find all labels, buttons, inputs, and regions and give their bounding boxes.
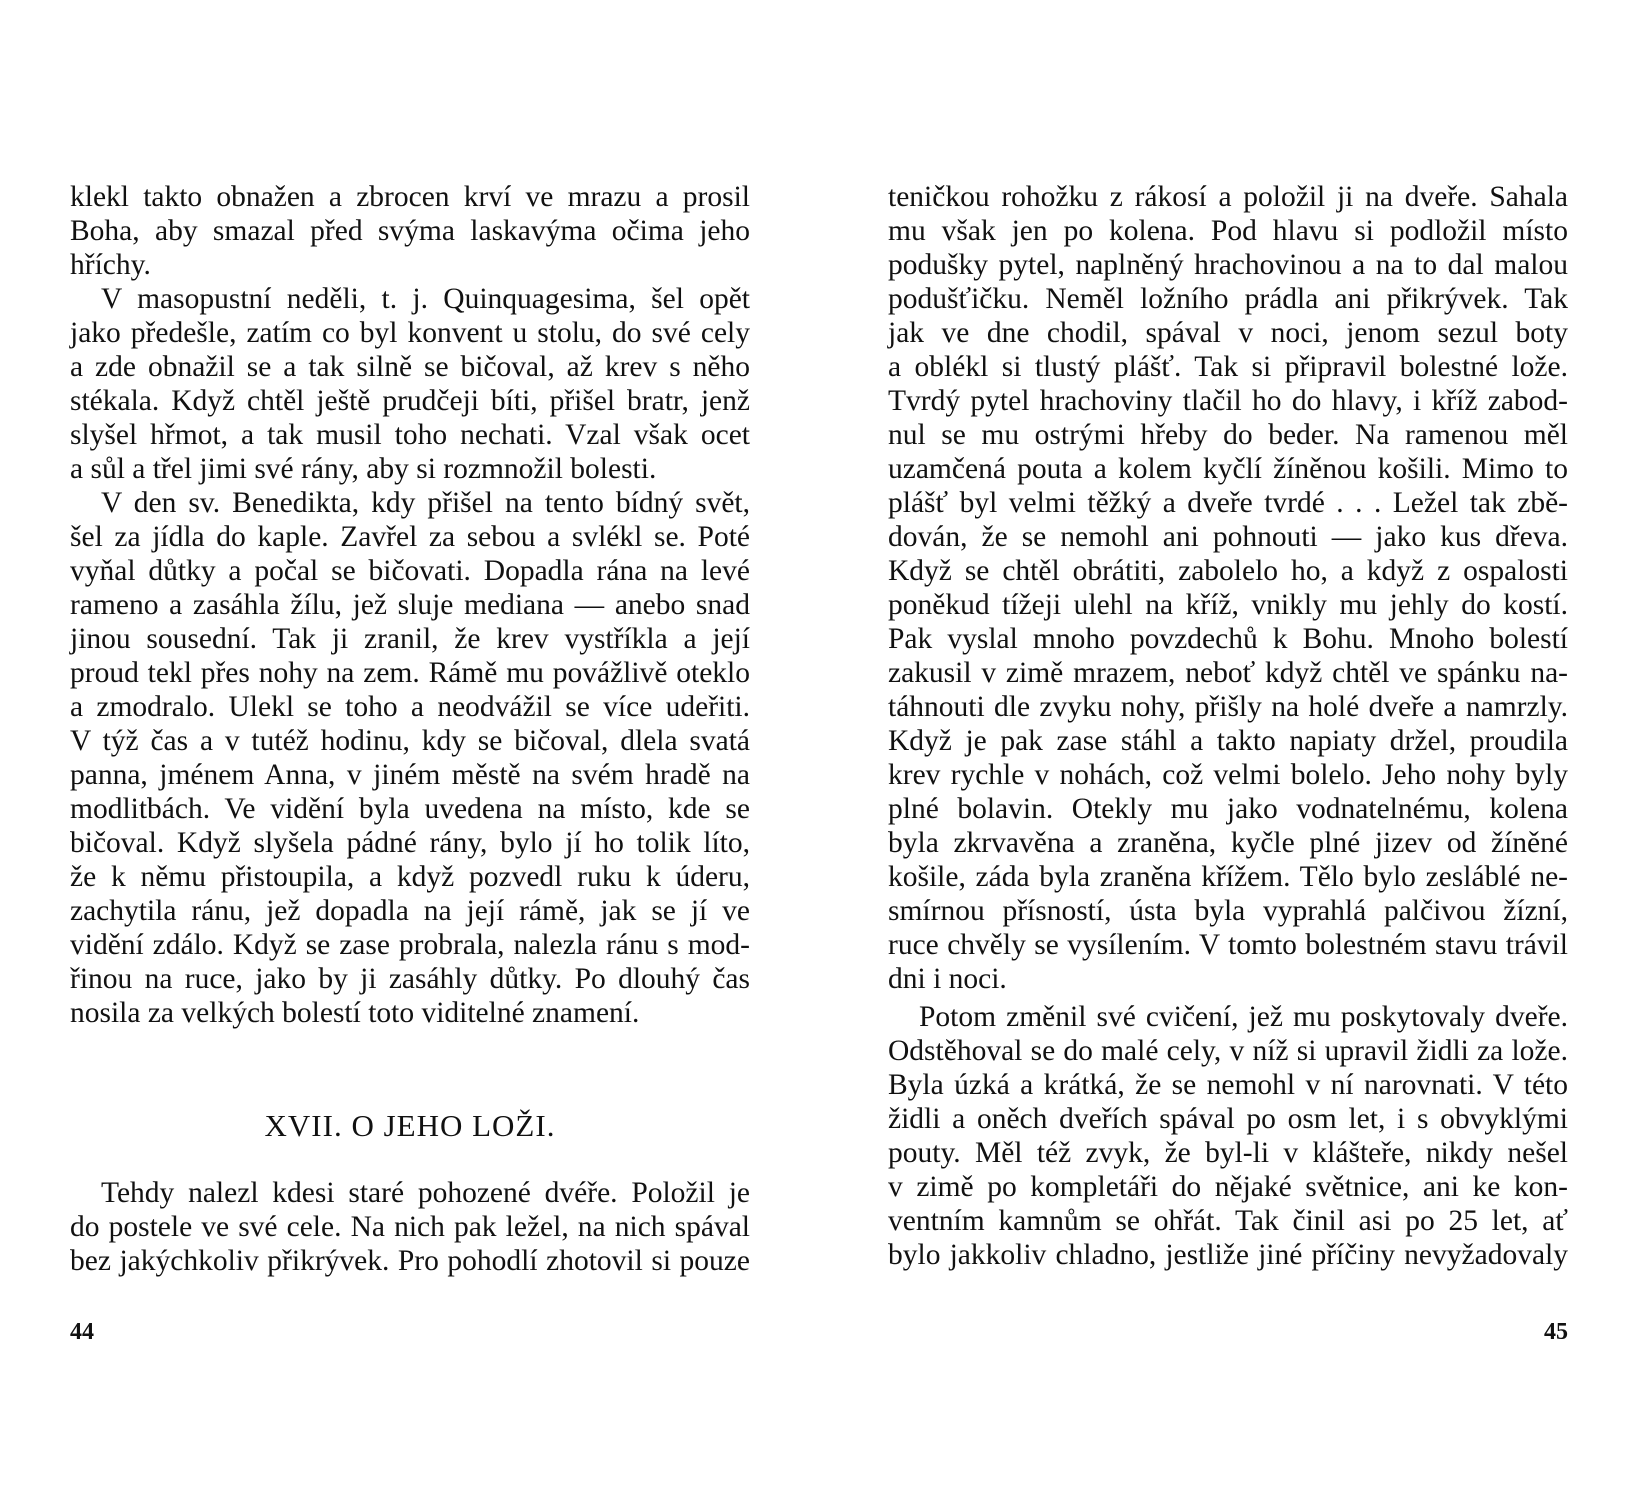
text-line: uzamčená pouta a kolem kyčlí žíněnou košili. Mimo to <box>888 453 1568 485</box>
text-line: řinou na ruce, jako by ji zasáhly důtky. Po dlouhý čas <box>70 963 750 995</box>
text-line: v zimě po kompletáři do nějaké světnice, ani ke kon- <box>888 1171 1568 1203</box>
text-line: a sůl a třel jimi své rány, aby si rozmnožil bolesti. <box>70 453 657 485</box>
text-line: teničkou rohožku z rákosí a položil ji na dveře. Sahala <box>888 181 1568 213</box>
text-line: mu však jen po kolena. Pod hlavu si podložil místo <box>888 215 1568 247</box>
text-line: Potom změnil své cvičení, jež mu poskytovaly dveře. <box>919 1001 1568 1033</box>
text-line: jinou sousední. Tak ji zranil, že krev vystříkla a její <box>70 623 750 655</box>
text-line: nosila za velkých bolestí toto viditelné znamení. <box>70 997 640 1029</box>
text-line: Odstěhoval se do malé cely, v níž si upravil židli za lože. <box>888 1035 1568 1067</box>
text-line: poněkud tížeji ulehl na kříž, vnikly mu jehly do kostí. <box>888 589 1568 621</box>
text-line: hříchy. <box>70 249 151 281</box>
text-line: Když je pak zase stáhl a takto napiaty držel, proudila <box>888 725 1568 757</box>
text-line: bičoval. Když slyšela pádné rány, bylo jí ho tolik líto, <box>70 827 750 859</box>
text-line: modlitbách. Ve vidění byla uvedena na místo, kde se <box>70 793 750 825</box>
text-line: rameno a zasáhla žílu, jež sluje mediana — anebo snad <box>70 589 750 621</box>
text-line: ventním kamnům se ohřát. Tak činil asi po 25 let, ať <box>888 1205 1568 1237</box>
text-line: táhnouti dle zvyku nohy, přišly na holé dveře a namrzly. <box>888 691 1568 723</box>
text-line: slyšel hřmot, a tak musil toho nechati. Vzal však ocet <box>70 419 750 451</box>
text-line: a oblékl si tlustý plášť. Tak si připravil bolestné lože. <box>888 351 1568 383</box>
text-line: ruce chvěly se vysílením. V tomto bolestném stavu trávil <box>888 929 1568 961</box>
text-line: byla zkrvavěna a zraněna, kyčle plné jizev od žíněné <box>888 827 1568 859</box>
text-line: V masopustní neděli, t. j. Quinquagesima, šel opět <box>101 283 750 315</box>
text-line: smírnou přísností, ústa byla vyprahlá palčivou žízní, <box>888 895 1568 927</box>
text-line: klekl takto obnažen a zbrocen krví ve mrazu a prosil <box>70 181 750 213</box>
text-line: krev rychle v nohách, což velmi bolelo. Jeho nohy byly <box>888 759 1568 791</box>
text-line: a zde obnažil se a tak silně se bičoval, až krev s něho <box>70 351 750 383</box>
page-number: 45 <box>1544 1319 1568 1345</box>
text-line: dován, že se nemohl ani pohnouti — jako kus dřeva. <box>888 521 1568 553</box>
text-line: Když se chtěl obrátiti, zabolelo ho, a když z ospalosti <box>888 555 1568 587</box>
text-line: V den sv. Benedikta, kdy přišel na tento bídný svět, <box>101 487 750 519</box>
text-line: podušťičku. Neměl ložního prádla ani přikrývek. Tak <box>888 283 1568 315</box>
text-line: Boha, aby smazal před svýma laskavýma očima jeho <box>70 215 750 247</box>
text-line: zachytila ránu, jež dopadla na její rámě, jak se jí ve <box>70 895 750 927</box>
text-line: Tehdy nalezl kdesi staré pohozené dvéře. Položil je <box>101 1177 750 1209</box>
text-line: do postele ve své cele. Na nich pak ležel, na nich spával <box>70 1211 750 1243</box>
text-line: pouty. Měl též zvyk, že byl-li v klášteře, nikdy nešel <box>888 1137 1568 1169</box>
chapter-heading: XVII. O JEHO LOŽI. <box>264 1108 556 1143</box>
text-line: jako předešle, zatím co byl konvent u stolu, do své cely <box>70 317 750 349</box>
text-line: proud tekl přes nohy na zem. Rámě mu povážlivě oteklo <box>70 657 750 689</box>
text-line: Byla úzká a krátká, že se nemohl v ní narovnati. V této <box>888 1069 1568 1101</box>
text-line: a zmodralo. Ulekl se toho a neodvážil se více udeřiti. <box>70 691 750 723</box>
text-line: vyňal důtky a počal se bičovati. Dopadla rána na levé <box>70 555 750 587</box>
text-line: že k němu přistoupila, a když pozvedl ruku k úderu, <box>70 861 750 893</box>
page-number: 44 <box>70 1319 94 1345</box>
text-line: stékala. Když chtěl ještě prudčeji bíti, přišel bratr, jenž <box>70 385 750 417</box>
text-line: jak ve dne chodil, spával v noci, jenom sezul boty <box>888 317 1568 349</box>
text-line: bylo jakkoliv chladno, jestliže jiné příčiny nevyžadovaly <box>888 1239 1568 1271</box>
text-line: Pak vyslal mnoho povzdechů k Bohu. Mnoho bolestí <box>888 623 1568 655</box>
text-line: dni i noci. <box>888 963 1007 995</box>
text-line: plné bolavin. Otekly mu jako vodnatelnému, kolena <box>888 793 1568 825</box>
text-line: Tvrdý pytel hrachoviny tlačil ho do hlavy, i kříž zabod- <box>888 385 1568 417</box>
text-line: košile, záda byla zraněna křížem. Tělo bylo zesláblé ne- <box>888 861 1568 893</box>
text-line: podušky pytel, naplněný hrachovinou a na to dal malou <box>888 249 1568 281</box>
text-line: nul se mu ostrými hřeby do beder. Na ramenou měl <box>888 419 1568 451</box>
text-line: V týž čas a v tutéž hodinu, kdy se bičoval, dlela svatá <box>70 725 750 757</box>
text-line: vidění zdálo. Když se zase probrala, nalezla ránu s mod- <box>70 929 750 961</box>
text-line: zakusil v zimě mrazem, neboť když chtěl ve spánku na- <box>888 657 1568 689</box>
text-line: židli a oněch dveřích spával po osm let, i s obvyklými <box>888 1103 1568 1135</box>
text-line: šel za jídla do kaple. Zavřel za sebou a svlékl se. Poté <box>70 521 750 553</box>
text-line: bez jakýchkoliv přikrývek. Pro pohodlí zhotovil si pouze <box>70 1245 750 1277</box>
text-line: panna, jménem Anna, v jiném městě na svém hradě na <box>70 759 750 791</box>
text-line: plášť byl velmi těžký a dveře tvrdé . . . Ležel tak zbě- <box>888 487 1568 519</box>
